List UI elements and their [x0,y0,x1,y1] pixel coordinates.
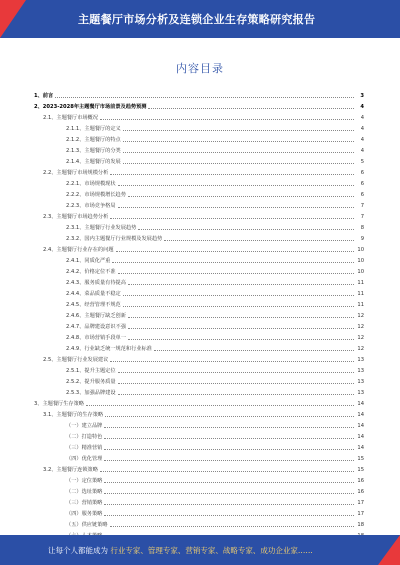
toc-entry[interactable] [34,88,364,99]
footer-keywords: 行业专家、管理专家、营销专家、战略专家、成功企业家…… [110,546,313,555]
toc-leader-dots [128,317,354,318]
toc-entry-label: 1、前言 [34,93,54,99]
toc-entry-label: 2.2.1、市场规模现状 [66,181,116,187]
toc-entry-label: 2.4、主题餐厅行业存在的问题 [43,247,114,253]
toc-leader-dots [86,405,354,406]
toc-entry[interactable] [34,517,364,528]
toc-entry-page: 16 [357,489,364,495]
toc-entry-label: 2.3、主题餐厅市场趋势分析 [43,214,109,220]
toc-leader-dots [104,493,354,494]
toc-leader-dots [164,240,354,241]
toc-entry[interactable] [34,429,364,440]
toc-entry-page: 3 [360,93,364,99]
toc-entry-page: 4 [360,115,364,121]
toc-entry-label: 2、2023-2028年主题餐厅市场前景及趋势预测 [34,104,147,110]
toc-entry-label: 2.3.1、主题餐厅行业发展趋势 [66,225,137,231]
toc-leader-dots [110,174,354,175]
toc-entry-page: 9 [360,236,364,242]
toc-leader-dots [104,460,354,461]
toc-entry-label: 2.4.4、菜品质量不稳定 [66,291,121,297]
toc-entry[interactable] [34,242,364,253]
toc-leader-dots [123,295,354,296]
toc-entry[interactable] [34,121,364,132]
toc-entry-label: （一）定位策略 [66,478,103,484]
table-of-contents [34,88,364,539]
toc-leader-dots [118,394,354,395]
toc-entry-label: 2.4.3、服务质量有待提高 [66,280,126,286]
toc-entry[interactable] [34,297,364,308]
toc-entry-page: 15 [357,467,364,473]
toc-entry[interactable] [34,440,364,451]
toc-entry[interactable] [34,176,364,187]
toc-leader-dots [128,328,354,329]
toc-entry[interactable] [34,330,364,341]
toc-leader-dots [104,515,354,516]
toc-entry-label: 2.5.3、加强品牌建设 [66,390,116,396]
toc-entry[interactable] [34,198,364,209]
toc-leader-dots [104,438,354,439]
toc-entry-label: 2.4.8、市场营销手段单一 [66,335,126,341]
toc-leader-dots [118,372,354,373]
toc-entry-label: （一）建立品牌 [66,423,103,429]
toc-leader-dots [104,427,354,428]
toc-entry-label: 2.5、主题餐厅行业发展建议 [43,357,109,363]
toc-entry-page: 7 [360,203,364,209]
toc-leader-dots [100,471,354,472]
toc-entry[interactable] [34,143,364,154]
toc-entry-label: （二）选址策略 [66,489,103,495]
toc-entry-page: 6 [360,170,364,176]
toc-entry[interactable] [34,220,364,231]
toc-entry[interactable] [34,462,364,473]
toc-leader-dots [55,97,354,98]
toc-entry-label: 2.4.6、主题餐厅缺乏创新 [66,313,126,319]
toc-entry-page: 14 [357,434,364,440]
toc-entry-page: 5 [360,159,364,165]
toc-heading: 内容目录 [176,62,224,75]
toc-entry-label: 3.2、主题餐厅连锁策略 [43,467,98,473]
toc-entry-page: 17 [357,511,364,517]
page-footer [0,535,400,565]
toc-entry[interactable] [34,132,364,143]
toc-leader-dots [100,119,354,120]
toc-entry[interactable] [34,253,364,264]
toc-leader-dots [110,526,354,527]
toc-entry-label: 2.1.2、主题餐厅的特点 [66,137,121,143]
toc-entry-label: 2.4.2、价格定位不准 [66,269,116,275]
toc-entry[interactable] [34,418,364,429]
toc-entry-label: 2.2.2、市场规模增长趋势 [66,192,126,198]
toc-entry-label: 2.4.9、行业缺乏统一规范和行业标准 [66,346,152,352]
toc-entry-label: （三）精准营销 [66,445,103,451]
toc-entry-page: 11 [357,291,364,297]
toc-entry-label: 2.4.7、品牌建设意识不强 [66,324,126,330]
toc-entry[interactable] [34,363,364,374]
toc-entry-page: 6 [360,181,364,187]
page-header [0,0,400,38]
toc-leader-dots [123,141,354,142]
toc-entry-page: 7 [360,214,364,220]
toc-leader-dots [116,251,354,252]
toc-leader-dots [123,306,354,307]
toc-entry[interactable] [34,99,364,110]
toc-entry-page: 14 [357,423,364,429]
toc-entry-page: 13 [357,390,364,396]
toc-entry-page: 10 [357,247,364,253]
toc-entry-page: 12 [357,324,364,330]
toc-entry-label: 2.3.2、国内主题餐厅行业规模及发展趋势 [66,236,163,242]
toc-leader-dots [123,130,354,131]
toc-entry[interactable] [34,407,364,418]
toc-entry[interactable] [34,209,364,220]
toc-entry-page: 11 [357,280,364,286]
toc-entry-page: 10 [357,269,364,275]
toc-entry-label: 2.1、主题餐厅市场概况 [43,115,98,121]
toc-leader-dots [104,482,354,483]
toc-entry[interactable] [34,286,364,297]
toc-entry[interactable] [34,396,364,407]
toc-entry-page: 12 [357,346,364,352]
toc-leader-dots [154,350,354,351]
toc-entry-page: 4 [360,126,364,132]
toc-entry[interactable] [34,110,364,121]
toc-entry-page: 14 [357,412,364,418]
toc-leader-dots [104,504,354,505]
report-title: 主题餐厅市场分析及连锁企业生存策略研究报告 [78,13,316,26]
toc-entry-page: 15 [357,456,364,462]
toc-entry-page: 11 [357,302,364,308]
toc-leader-dots [123,163,354,164]
toc-entry-page: 18 [357,522,364,528]
toc-leader-dots [128,284,354,285]
toc-leader-dots [128,196,354,197]
toc-entry[interactable] [34,473,364,484]
toc-entry-page: 16 [357,478,364,484]
toc-leader-dots [118,273,354,274]
toc-entry-label: 2.1.1、主题餐厅的定义 [66,126,121,132]
toc-entry[interactable] [34,308,364,319]
toc-entry-page: 12 [357,313,364,319]
toc-entry-label: （五）供应链策略 [66,522,108,528]
toc-entry[interactable] [34,352,364,363]
footer-red-accent [378,535,400,565]
toc-entry-page: 13 [357,357,364,363]
toc-entry[interactable] [34,385,364,396]
toc-entry-label: 3、主题餐厅生存策略 [34,401,84,407]
toc-entry[interactable] [34,484,364,495]
toc-entry[interactable] [34,275,364,286]
toc-entry-page: 8 [360,225,364,231]
toc-entry[interactable] [34,319,364,330]
toc-entry-page: 17 [357,500,364,506]
toc-entry-label: 2.4.5、经营管理不规范 [66,302,121,308]
toc-entry[interactable] [34,165,364,176]
toc-leader-dots [104,449,354,450]
toc-leader-dots [118,185,354,186]
toc-entry-label: 3.1、主题餐厅的生存策略 [43,412,104,418]
toc-leader-dots [138,229,354,230]
footer-prefix: 让每个人都能成为 [48,546,108,555]
toc-leader-dots [128,339,354,340]
toc-leader-dots [105,416,354,417]
toc-entry-page: 4 [360,137,364,143]
toc-entry[interactable] [34,374,364,385]
toc-entry-label: 2.2.3、市场竞争格局 [66,203,116,209]
toc-entry-label: 2.5.1、提升主题定位 [66,368,116,374]
toc-entry-page: 4 [360,148,364,154]
footer-slogan [48,545,313,556]
toc-entry-page: 4 [360,104,364,110]
toc-entry[interactable] [34,187,364,198]
toc-entry-page: 14 [357,401,364,407]
toc-entry[interactable] [34,495,364,506]
toc-entry[interactable] [34,341,364,352]
toc-leader-dots [118,207,354,208]
toc-leader-dots [110,361,354,362]
toc-entry[interactable] [34,231,364,242]
toc-entry-page: 13 [357,368,364,374]
toc-leader-dots [148,108,354,109]
toc-entry-page: 12 [357,335,364,341]
toc-entry-page: 14 [357,445,364,451]
toc-entry-label: 2.2、主题餐厅市场规模分析 [43,170,109,176]
toc-entry-label: （二）打造特色 [66,434,103,440]
header-red-accent [0,0,26,38]
toc-entry[interactable] [34,506,364,517]
toc-entry-label: 2.1.4、主题餐厅的发展 [66,159,121,165]
toc-leader-dots [110,218,354,219]
toc-entry-label: （四）服务策略 [66,511,103,517]
toc-leader-dots [123,152,354,153]
toc-entry-page: 6 [360,192,364,198]
toc-entry-label: 2.5.2、提升服务质量 [66,379,116,385]
toc-entry[interactable] [34,264,364,275]
toc-entry-label: （三）营销策略 [66,500,103,506]
toc-entry-label: （四）优化管理 [66,456,103,462]
toc-leader-dots [118,383,354,384]
toc-entry[interactable] [34,154,364,165]
toc-leader-dots [112,262,354,263]
toc-entry-page: 13 [357,379,364,385]
toc-entry-label: 2.4.1、同质化严重 [66,258,111,264]
toc-entry-label: 2.1.3、主题餐厅的分类 [66,148,121,154]
toc-entry-page: 10 [357,258,364,264]
toc-entry[interactable] [34,451,364,462]
